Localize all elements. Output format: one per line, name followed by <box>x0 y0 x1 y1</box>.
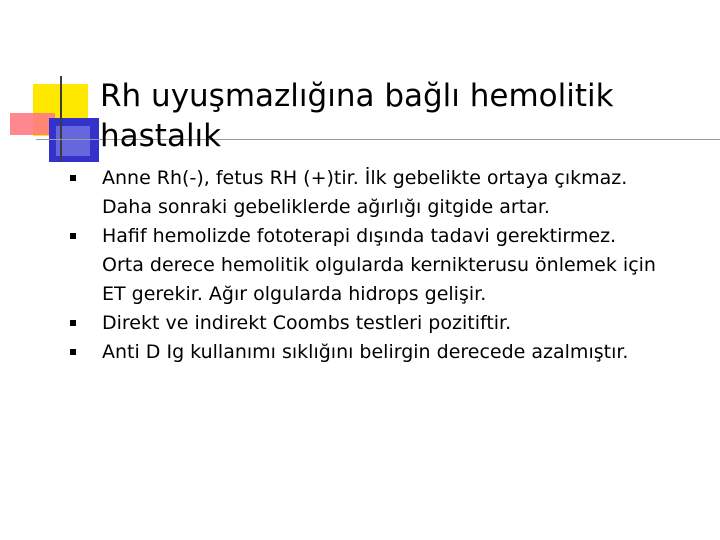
bullet-text: Direkt ve indirekt Coombs testleri pozitiftir. <box>102 312 512 334</box>
bullet-list <box>70 164 660 367</box>
bullet-item <box>70 222 660 309</box>
bullet-item <box>70 309 660 338</box>
logo-vertical-line <box>60 76 62 162</box>
bullet-text: Anti D Ig kullanımı sıklığını belirgin derecede azalmıştır. <box>102 341 629 363</box>
square-bullet-icon <box>70 175 76 181</box>
square-bullet-icon <box>70 320 76 326</box>
bullet-text: Anne Rh(-), fetus RH (+)tir. İlk gebelikte ortaya çıkmaz. Daha sonraki gebeliklerde ağırlığı gitgide artar. <box>102 167 628 218</box>
bullet-text: Hafif hemolizde fototerapi dışında tadavi gerektirmez. Orta derece hemolitik olgularda kernikterusu önlemek için ET gerekir. Ağır olgularda hidrops gelişir. <box>102 225 656 305</box>
bullet-item <box>70 164 660 222</box>
square-bullet-icon <box>70 349 76 355</box>
bullet-item <box>70 338 660 367</box>
slide-title-text: Rh uyuşmazlığına bağlı hemolitik hastalık <box>100 78 614 154</box>
square-bullet-icon <box>70 233 76 239</box>
